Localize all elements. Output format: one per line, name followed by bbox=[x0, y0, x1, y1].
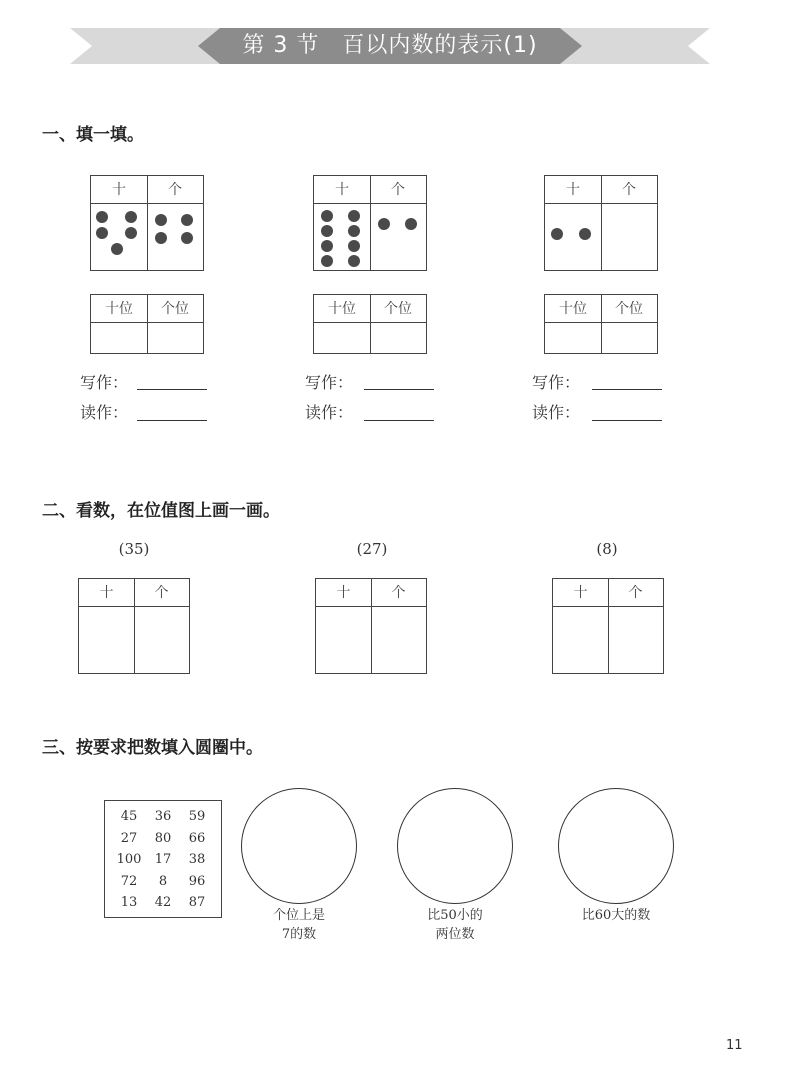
read-label: 读作： bbox=[532, 403, 581, 422]
dot bbox=[111, 243, 123, 255]
number-cell: 36 bbox=[154, 809, 172, 824]
dot bbox=[348, 255, 360, 267]
place-answer-chart-3 bbox=[544, 294, 658, 354]
number-cell: 45 bbox=[120, 809, 138, 824]
place-answer-chart-1 bbox=[90, 294, 204, 354]
answer-circle-3[interactable] bbox=[558, 788, 674, 904]
ones-label: 个 bbox=[622, 182, 636, 198]
number-cell: 66 bbox=[188, 831, 206, 846]
number-cell: 96 bbox=[188, 874, 206, 889]
write-blank[interactable] bbox=[364, 389, 434, 390]
number-cell: 100 bbox=[116, 852, 142, 867]
dot bbox=[181, 232, 193, 244]
answer-circle-1[interactable] bbox=[241, 788, 357, 904]
tens-label: 十 bbox=[566, 182, 580, 198]
dot bbox=[348, 240, 360, 252]
place-value-chart-2 bbox=[313, 175, 427, 271]
dot bbox=[96, 211, 108, 223]
section-banner bbox=[70, 26, 710, 66]
number-cell: 13 bbox=[120, 895, 138, 910]
dot bbox=[155, 214, 167, 226]
dot bbox=[181, 214, 193, 226]
number-cell: 80 bbox=[154, 831, 172, 846]
place-value-chart-1 bbox=[90, 175, 204, 271]
place-answer-chart-2 bbox=[313, 294, 427, 354]
number-cell: 8 bbox=[158, 874, 168, 889]
draw-chart-3[interactable] bbox=[552, 578, 664, 674]
write-label: 写作： bbox=[532, 373, 581, 392]
tens-place-label: 十位 bbox=[559, 301, 587, 317]
page-number: 11 bbox=[726, 1038, 743, 1053]
number-cell: 27 bbox=[120, 831, 138, 846]
target-number-1: (35) bbox=[118, 540, 150, 558]
write-blank[interactable] bbox=[137, 389, 207, 390]
number-cell: 38 bbox=[188, 852, 206, 867]
read-blank[interactable] bbox=[137, 420, 207, 421]
number-cell: 72 bbox=[120, 874, 138, 889]
ones-label: 个 bbox=[168, 182, 182, 198]
number-cell: 59 bbox=[188, 809, 206, 824]
tens-place-label: 十位 bbox=[328, 301, 356, 317]
ones-place-label: 个位 bbox=[384, 301, 412, 317]
draw-chart-2[interactable] bbox=[315, 578, 427, 674]
dot bbox=[348, 225, 360, 237]
dot bbox=[321, 225, 333, 237]
section3-heading: 三、按要求把数填入圆圈中。 bbox=[42, 738, 263, 758]
answer-circle-2[interactable] bbox=[397, 788, 513, 904]
banner-title: 第 3 节 百以内数的表示(1) bbox=[242, 33, 538, 58]
tens-place-label: 十位 bbox=[105, 301, 133, 317]
target-number-2: (27) bbox=[356, 540, 388, 558]
dot bbox=[125, 227, 137, 239]
draw-chart-1[interactable] bbox=[78, 578, 190, 674]
tens-label: 十 bbox=[336, 585, 351, 601]
write-label: 写作： bbox=[80, 373, 129, 392]
read-label: 读作： bbox=[305, 403, 354, 422]
circle-caption-3: 比60大的数 bbox=[581, 908, 651, 923]
ones-place-label: 个位 bbox=[615, 301, 643, 317]
dot bbox=[579, 228, 591, 240]
ones-label: 个 bbox=[391, 585, 406, 601]
read-blank[interactable] bbox=[364, 420, 434, 421]
ones-place-label: 个位 bbox=[161, 301, 189, 317]
circle-caption-2: 比50小的 两位数 bbox=[427, 908, 483, 942]
dot bbox=[378, 218, 390, 230]
place-value-chart-3 bbox=[544, 175, 658, 271]
dot bbox=[155, 232, 167, 244]
dot bbox=[125, 211, 137, 223]
dot bbox=[96, 227, 108, 239]
write-blank[interactable] bbox=[592, 389, 662, 390]
tens-label: 十 bbox=[99, 585, 114, 601]
number-box bbox=[104, 800, 222, 918]
ones-label: 个 bbox=[391, 182, 405, 198]
target-number-3: (8) bbox=[596, 540, 618, 558]
dot bbox=[348, 210, 360, 222]
read-blank[interactable] bbox=[592, 420, 662, 421]
dot bbox=[321, 240, 333, 252]
read-label: 读作： bbox=[80, 403, 129, 422]
ones-label: 个 bbox=[628, 585, 643, 601]
dot bbox=[321, 255, 333, 267]
tens-label: 十 bbox=[112, 182, 126, 198]
tens-label: 十 bbox=[335, 182, 349, 198]
circle-caption-1: 个位上是 7的数 bbox=[272, 908, 325, 942]
tens-label: 十 bbox=[573, 585, 588, 601]
number-cell: 87 bbox=[188, 895, 206, 910]
number-cell: 17 bbox=[154, 852, 172, 867]
dot bbox=[321, 210, 333, 222]
number-cell: 42 bbox=[154, 895, 172, 910]
dot bbox=[405, 218, 417, 230]
write-label: 写作： bbox=[305, 373, 354, 392]
section2-heading: 二、看数，在位值图上画一画。 bbox=[42, 501, 280, 521]
ones-label: 个 bbox=[154, 585, 169, 601]
section1-heading: 一、填一填。 bbox=[42, 125, 144, 145]
dot bbox=[551, 228, 563, 240]
